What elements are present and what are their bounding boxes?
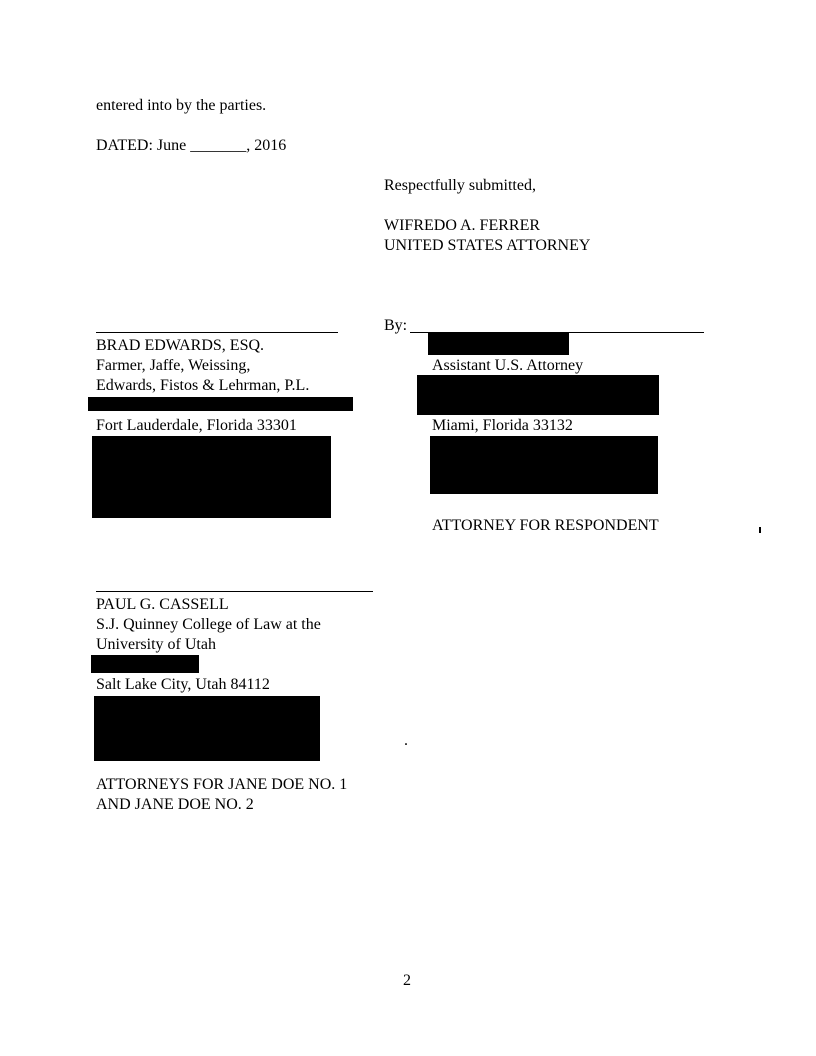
edwards-signature-line <box>96 332 338 333</box>
edwards-name: BRAD EDWARDS, ESQ. <box>96 337 265 354</box>
edwards-firm-line-1: Farmer, Jaffe, Weissing, <box>96 357 251 374</box>
redacted-block <box>417 375 659 415</box>
attorney-for-respondent: ATTORNEY FOR RESPONDENT <box>432 517 659 534</box>
cassell-line-2: University of Utah <box>96 636 216 653</box>
attorneys-for-line-1: ATTORNEYS FOR JANE DOE NO. 1 <box>96 776 348 793</box>
dated-line: DATED: June _______, 2016 <box>96 137 287 154</box>
redacted-block <box>94 696 320 761</box>
us-attorney-title: UNITED STATES ATTORNEY <box>384 237 591 254</box>
edwards-city: Fort Lauderdale, Florida 33301 <box>96 417 297 434</box>
stray-mark <box>759 527 761 533</box>
page-number: 2 <box>403 972 411 989</box>
assistant-us-attorney-role: Assistant U.S. Attorney <box>432 357 584 374</box>
redacted-block <box>428 333 569 355</box>
redacted-block <box>88 397 353 411</box>
by-label: By: <box>384 317 408 334</box>
us-attorney-name: WIFREDO A. FERRER <box>384 217 541 234</box>
cassell-line-1: S.J. Quinney College of Law at the <box>96 616 321 633</box>
redacted-block <box>430 436 658 494</box>
attorneys-for-line-2: AND JANE DOE NO. 2 <box>96 796 254 813</box>
cassell-city: Salt Lake City, Utah 84112 <box>96 676 270 693</box>
cassell-name: PAUL G. CASSELL <box>96 596 229 613</box>
redacted-block <box>91 655 199 673</box>
government-city: Miami, Florida 33132 <box>432 417 573 434</box>
redacted-block <box>92 436 331 518</box>
edwards-firm-line-2: Edwards, Fistos & Lehrman, P.L. <box>96 377 310 394</box>
intro-text: entered into by the parties. <box>96 97 267 114</box>
respectfully-submitted: Respectfully submitted, <box>384 177 536 194</box>
stray-period: . <box>404 732 408 749</box>
cassell-signature-line <box>96 591 373 592</box>
